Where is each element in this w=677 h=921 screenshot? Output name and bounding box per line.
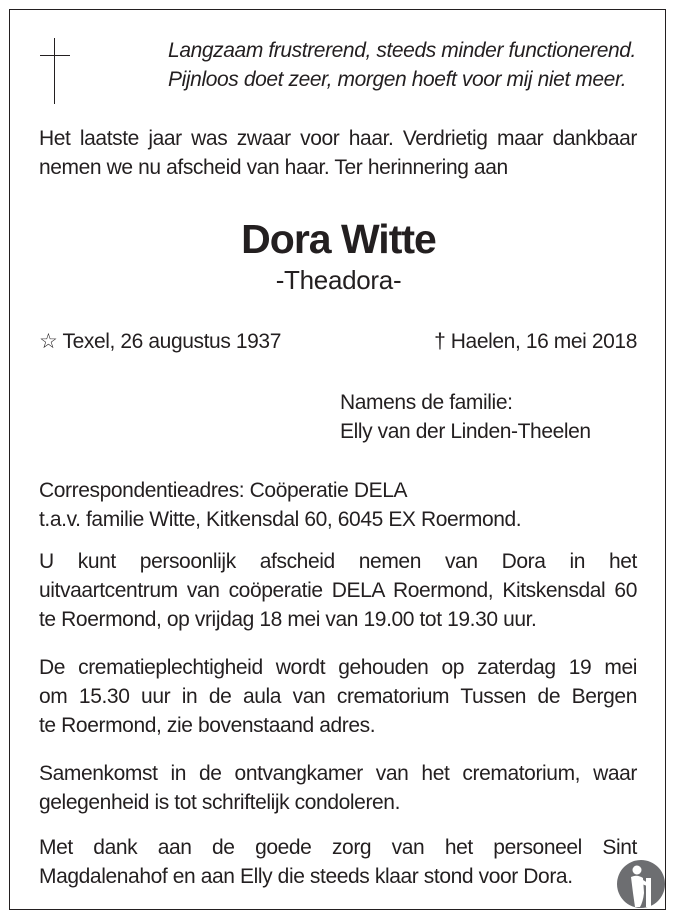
ceremony-paragraph	[39, 653, 637, 740]
farewell-paragraph	[39, 547, 637, 634]
thanks-paragraph	[39, 833, 637, 891]
ceremony-line-2: om 15.30 uur in de aula van crematorium Tussen de Bergen	[39, 685, 637, 708]
birth-place-date: Texel, 26 augustus 1937	[62, 330, 281, 353]
poem-line-1: Langzaam frustrerend, steeds minder functionerend.	[168, 39, 636, 62]
gathering-paragraph	[39, 759, 637, 817]
correspondence-line-1: Correspondentieadres: Coöperatie DELA	[39, 479, 408, 502]
gathering-line-2: gelegenheid is tot schriftelijk condoleren.	[39, 791, 401, 814]
star-icon: ☆	[39, 330, 58, 353]
death-info	[434, 327, 637, 356]
farewell-line-3: te Roermond, op vrijdag 18 mei van 19.00 tot 19.30 uur.	[39, 608, 537, 631]
signature	[340, 388, 591, 446]
intro-line-2: nemen we nu afscheid van haar. Ter herinnering aan	[39, 156, 508, 179]
deceased-name: Dora Witte	[241, 216, 436, 262]
gathering-line-1: Samenkomst in de ontvangkamer van het crematorium, waar	[39, 762, 637, 785]
ceremony-line-3: te Roermond, zie bovenstaand adres.	[39, 714, 376, 737]
correspondence-line-2: t.a.v. familie Witte, Kitkensdal 60, 6045 EX Roermond.	[39, 508, 522, 531]
thanks-line-2: Magdalenahof en aan Elly die steeds klaar stond voor Dora.	[39, 865, 573, 888]
poem-line-2: Pijnloos doet zeer, morgen hoeft voor mij niet meer.	[168, 68, 627, 91]
ceremony-line-1: De crematieplechtigheid wordt gehouden op zaterdag 19 mei	[39, 656, 637, 679]
farewell-line-1: U kunt persoonlijk afscheid nemen van Dora in het	[39, 550, 637, 573]
signature-line-2: Elly van der Linden-Theelen	[340, 420, 591, 443]
dagger-icon: †	[434, 330, 446, 353]
intro-line-1: Het laatste jaar was zwaar voor haar. Verdrietig maar dankbaar	[39, 127, 637, 150]
correspondence-address	[39, 476, 637, 534]
poem	[168, 36, 636, 94]
thanks-line-1: Met dank aan de goede zorg van het personeel Sint	[39, 836, 637, 859]
deceased-nickname: -Theadora-	[275, 265, 402, 295]
death-place-date: Haelen, 16 mei 2018	[450, 330, 637, 353]
birth-info	[39, 327, 281, 356]
intro-paragraph	[39, 124, 637, 182]
signature-line-1: Namens de familie:	[340, 391, 513, 414]
farewell-line-2: uitvaartcentrum van coöperatie DELA Roermond, Kitskensdal 60	[39, 579, 637, 602]
mourning-figure-logo-icon	[616, 857, 666, 910]
